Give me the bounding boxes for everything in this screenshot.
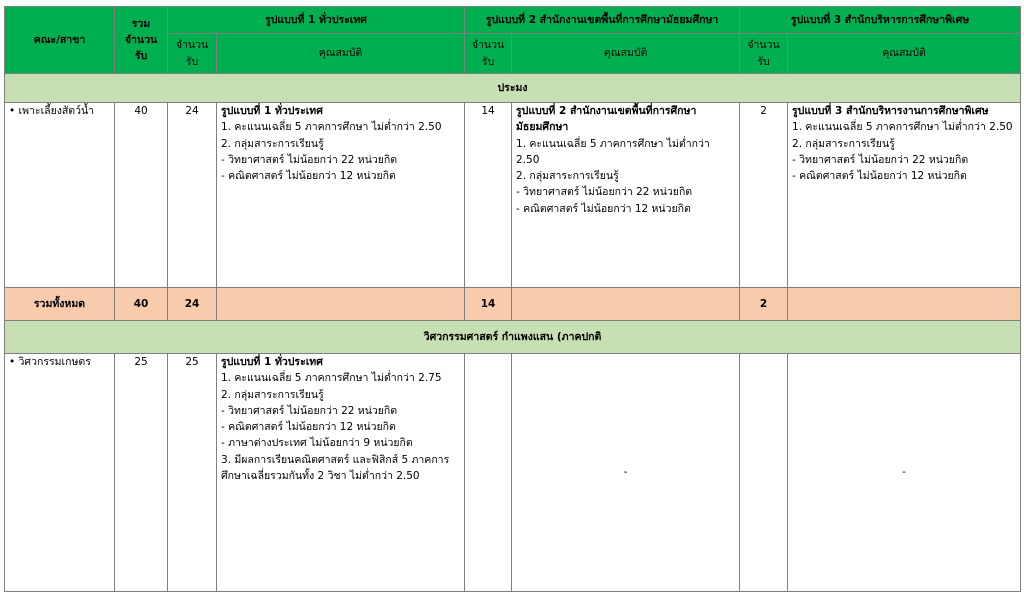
r1-qual-title: รูปแบบที่ 1 ทั่วประเทศ (221, 356, 323, 368)
total-row-empty (217, 288, 465, 321)
total-row-r2: 14 (465, 288, 512, 321)
r3-qual-line: 2. กลุ่มสาระการเรียนรู้ (792, 137, 895, 150)
r3-qual-title: รูปแบบที่ 3 สำนักบริหารงานการศึกษาพิเศษ (792, 105, 989, 117)
r1-qual-line: 1. คะแนนเฉลี่ย 5 ภาคการศึกษา ไม่ต่ำกว่า 2.50 (221, 121, 442, 134)
header-faculty: คณะ/สาขา (5, 7, 115, 74)
header-r2-qual: คุณสมบัติ (512, 34, 740, 74)
r3-qual-line: 1. คะแนนเฉลี่ย 5 ภาคการศึกษา ไม่ต่ำกว่า 2.50 (792, 121, 1013, 134)
r1-qual-line: - วิทยาศาสตร์ ไม่น้อยกว่า 22 หน่วยกิต (221, 404, 398, 417)
section-title-fisheries: ประมง (5, 74, 1021, 103)
r1-qual-line: - คณิตศาสตร์ ไม่น้อยกว่า 12 หน่วยกิต (221, 170, 396, 183)
header-r3-count: จำนวนรับ (740, 34, 788, 74)
r1-qual-line: - ภาษาต่างประเทศ ไม่น้อยกว่า 9 หน่วยกิต (221, 437, 413, 450)
r1-count: 24 (168, 103, 217, 288)
total-row (5, 288, 1021, 321)
header-r1-count: จำนวนรับ (168, 34, 217, 74)
total-count: 25 (115, 354, 168, 592)
header-r1-qual: คุณสมบัติ (217, 34, 465, 74)
header-round-3: รูปแบบที่ 3 สำนักบริหารการศึกษาพิเศษ (740, 7, 1021, 34)
r1-qual-title: รูปแบบที่ 1 ทั่วประเทศ (221, 105, 323, 117)
total-row-r1: 24 (168, 288, 217, 321)
total-row-label: รวมทั้งหมด (5, 288, 115, 321)
r2-qualification (512, 103, 740, 288)
r2-qual-line: 2. กลุ่มสาระการเรียนรู้ (516, 170, 619, 183)
total-row-empty (512, 288, 740, 321)
r1-qual-line: 1. คะแนนเฉลี่ย 5 ภาคการศึกษา ไม่ต่ำกว่า 2.75 (221, 372, 442, 385)
table-row (5, 354, 1021, 592)
r3-count: 2 (740, 103, 788, 288)
program-name: • เพาะเลี้ยงสัตว์น้ำ (5, 103, 115, 288)
section-title-engineering: วิศวกรรมศาสตร์ กำแพงแสน (ภาคปกติ (5, 321, 1021, 354)
total-row-r3: 2 (740, 288, 788, 321)
header-round-2: รูปแบบที่ 2 สำนักงานเขตพื้นที่การศึกษามัธยมศึกษา (465, 7, 740, 34)
header-round-1: รูปแบบที่ 1 ทั่วประเทศ (168, 7, 465, 34)
r3-qualification (788, 103, 1021, 288)
r1-qual-line: 3. มีผลการเรียนคณิตศาสตร์ และฟิสิกส์ 5 ภาคการศึกษาเฉลี่ยรวมกันทั้ง 2 วิชา ไม่ต่ำกว่า 2.50 (221, 453, 450, 482)
r3-qualification: - (788, 354, 1021, 592)
total-row-empty (788, 288, 1021, 321)
r2-qual-line: 1. คะแนนเฉลี่ย 5 ภาคการศึกษา ไม่ต่ำกว่า 2.50 (516, 137, 710, 166)
table-row (5, 103, 1021, 288)
r1-qual-line: 2. กลุ่มสาระการเรียนรู้ (221, 388, 324, 401)
r2-qual-line: - คณิตศาสตร์ ไม่น้อยกว่า 12 หน่วยกิต (516, 202, 691, 215)
program-name: • วิศวกรรมเกษตร (5, 354, 115, 592)
r1-qual-line: - วิทยาศาสตร์ ไม่น้อยกว่า 22 หน่วยกิต (221, 153, 398, 166)
r2-qual-line: - วิทยาศาสตร์ ไม่น้อยกว่า 22 หน่วยกิต (516, 186, 693, 199)
r1-qualification (217, 103, 465, 288)
header-total: รวมจำนวนรับ (115, 7, 168, 74)
total-count: 40 (115, 103, 168, 288)
r1-count: 25 (168, 354, 217, 592)
total-row-all: 40 (115, 288, 168, 321)
r1-qualification (217, 354, 465, 592)
header-r2-count: จำนวนรับ (465, 34, 512, 74)
r2-count (465, 354, 512, 592)
r1-qual-line: 2. กลุ่มสาระการเรียนรู้ (221, 137, 324, 150)
r2-qual-title: รูปแบบที่ 2 สำนักงานเขตพื้นที่การศึกษามัธยมศึกษา (516, 105, 697, 134)
header-r3-qual: คุณสมบัติ (788, 34, 1021, 74)
r3-count (740, 354, 788, 592)
r2-qualification: - (512, 354, 740, 592)
r3-qual-line: - คณิตศาสตร์ ไม่น้อยกว่า 12 หน่วยกิต (792, 170, 967, 183)
r2-count: 14 (465, 103, 512, 288)
r1-qual-line: - คณิตศาสตร์ ไม่น้อยกว่า 12 หน่วยกิต (221, 421, 396, 434)
admission-table (4, 6, 1021, 592)
r3-qual-line: - วิทยาศาสตร์ ไม่น้อยกว่า 22 หน่วยกิต (792, 153, 969, 166)
